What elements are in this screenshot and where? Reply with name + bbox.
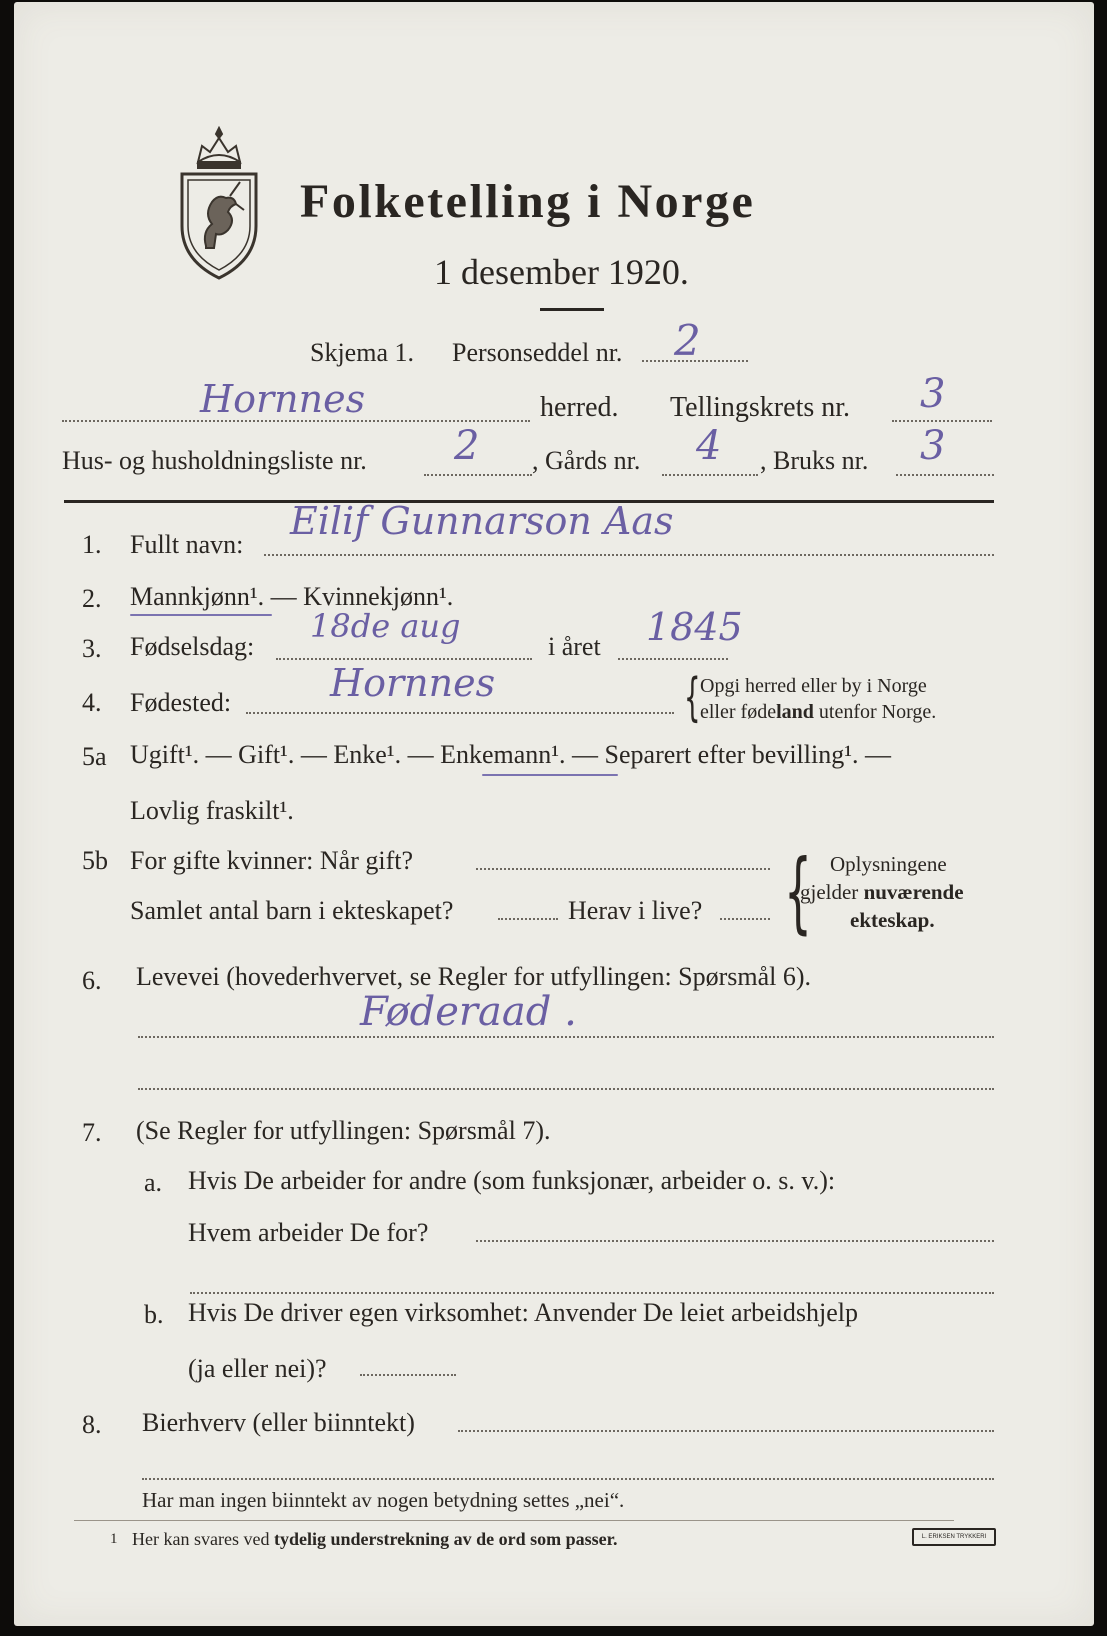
q7a-question: Hvem arbeider De for?	[188, 1218, 429, 1247]
herred-label: herred.	[540, 392, 619, 423]
q5a-enkemann-underline	[482, 774, 618, 776]
q5b-note1: Oplysningene	[830, 852, 947, 876]
hus-value[interactable]: 2	[454, 423, 480, 469]
q6-line1	[138, 1036, 994, 1038]
q1-label: Fullt navn:	[130, 530, 244, 559]
q5b-married-when: For gifte kvinner: Når gift?	[130, 846, 414, 875]
q5b-note3: ekteskap.	[850, 908, 935, 932]
q1-line	[264, 554, 994, 556]
footnote-rule	[74, 1520, 954, 1521]
q8-line2	[142, 1478, 994, 1480]
gards-label: , Gårds nr.	[532, 446, 641, 475]
q7-number: 7.	[82, 1118, 102, 1147]
q7a-text: Hvis De arbeider for andre (som funksjonær, arbeider o. s. v.):	[188, 1166, 836, 1195]
q5b-children: Samlet antal barn i ekteskapet?	[130, 896, 454, 925]
printer-stamp	[912, 1528, 996, 1546]
q5b-note-brace: {	[784, 840, 812, 943]
q7b-letter: b.	[144, 1300, 164, 1329]
form-title: Folketelling i Norge	[300, 175, 756, 228]
q1-full-name[interactable]: Eilif Gunnarson Aas	[290, 499, 674, 543]
q3-number: 3.	[82, 634, 102, 663]
q7b-line	[360, 1374, 456, 1376]
q6-line2	[138, 1088, 994, 1090]
q6-livelihood[interactable]: Føderaad .	[360, 989, 577, 1035]
q7-label: (Se Regler for utfyllingen: Spørsmål 7).	[136, 1116, 551, 1145]
personseddel-label: Personseddel nr.	[452, 338, 623, 367]
q7a-line2	[190, 1292, 994, 1294]
gards-line	[662, 474, 758, 476]
q2-number: 2.	[82, 584, 102, 613]
footnote-text: Her kan svares ved tydelig understrekning av de ord som passer.	[132, 1529, 618, 1549]
q2-sex-options: Mannkjønn¹. — Kvinnekjønn¹.	[130, 582, 454, 611]
q5b-note2: gjelder nuværende	[800, 880, 964, 904]
personseddel-value[interactable]: 2	[674, 316, 701, 365]
q6-label: Levevei (hovederhvervet, se Regler for utfyllingen: Spørsmål 6).	[136, 962, 812, 991]
q2-mannkjonn-underline	[130, 614, 272, 616]
q5a-options: Ugift¹. — Gift¹. — Enke¹. — Enkemann¹. — Separert efter bevilling¹. —	[130, 740, 892, 769]
tellingskrets-label: Tellingskrets nr.	[670, 392, 851, 423]
printer-stamp-text: L. ERIKSEN TRYKKERI	[921, 1534, 987, 1540]
q3-birth-year[interactable]: 1845	[646, 605, 743, 649]
q5a-options-line2: Lovlig fraskilt¹.	[130, 796, 294, 825]
q7b-question: (ja eller nei)?	[188, 1354, 327, 1383]
skjema-label: Skjema 1.	[310, 338, 414, 367]
q3-year-label: i året	[548, 632, 601, 661]
footnote-mark: 1	[110, 1531, 118, 1547]
q5b-number: 5b	[82, 846, 108, 875]
title-divider	[540, 308, 604, 311]
q4-note-brace: {	[684, 668, 701, 728]
q5a-number: 5a	[82, 742, 107, 771]
hus-line	[424, 474, 532, 476]
q4-label: Fødested:	[130, 688, 232, 717]
q8-label: Bierhverv (eller biinntekt)	[142, 1408, 415, 1437]
q3-birthday[interactable]: 18de aug	[310, 607, 461, 645]
q7a-letter: a.	[144, 1168, 163, 1197]
gards-value[interactable]: 4	[696, 423, 722, 469]
q8-line1	[458, 1430, 994, 1432]
herred-value[interactable]: Hornnes	[200, 377, 366, 421]
q4-note-line1: Opgi herred eller by i Norge	[700, 675, 927, 697]
q4-birthplace[interactable]: Hornnes	[330, 661, 496, 705]
tellingskrets-line	[892, 420, 992, 422]
census-form	[14, 2, 1094, 1626]
hus-label: Hus- og husholdningsliste nr.	[62, 446, 367, 475]
tellingskrets-value[interactable]: 3	[920, 371, 946, 417]
biinntekt-note: Har man ingen biinntekt av nogen betydning settes „nei“.	[142, 1488, 625, 1512]
q7b-text: Hvis De driver egen virksomhet: Anvender De leiet arbeidshjelp	[188, 1298, 859, 1327]
bruks-line	[896, 474, 994, 476]
q8-number: 8.	[82, 1410, 102, 1439]
coat-of-arms-icon	[176, 126, 262, 284]
q1-number: 1.	[82, 530, 102, 559]
q3-line	[276, 658, 532, 660]
q5b-children-line	[498, 918, 558, 920]
q3-year-line	[618, 658, 728, 660]
q4-line	[246, 712, 674, 714]
q4-number: 4.	[82, 688, 102, 717]
q5b-line1	[476, 868, 770, 870]
q3-label: Fødselsdag:	[130, 632, 255, 661]
q7a-line1	[476, 1240, 994, 1242]
q6-number: 6.	[82, 966, 102, 995]
bruks-label: , Bruks nr.	[760, 446, 869, 475]
q4-note-line2: eller fødeland utenfor Norge.	[700, 701, 937, 723]
census-date: 1 desember 1920.	[434, 252, 689, 292]
q5b-alive: Herav i live?	[568, 896, 703, 925]
q5b-alive-line	[720, 918, 770, 920]
bruks-value[interactable]: 3	[920, 423, 946, 469]
